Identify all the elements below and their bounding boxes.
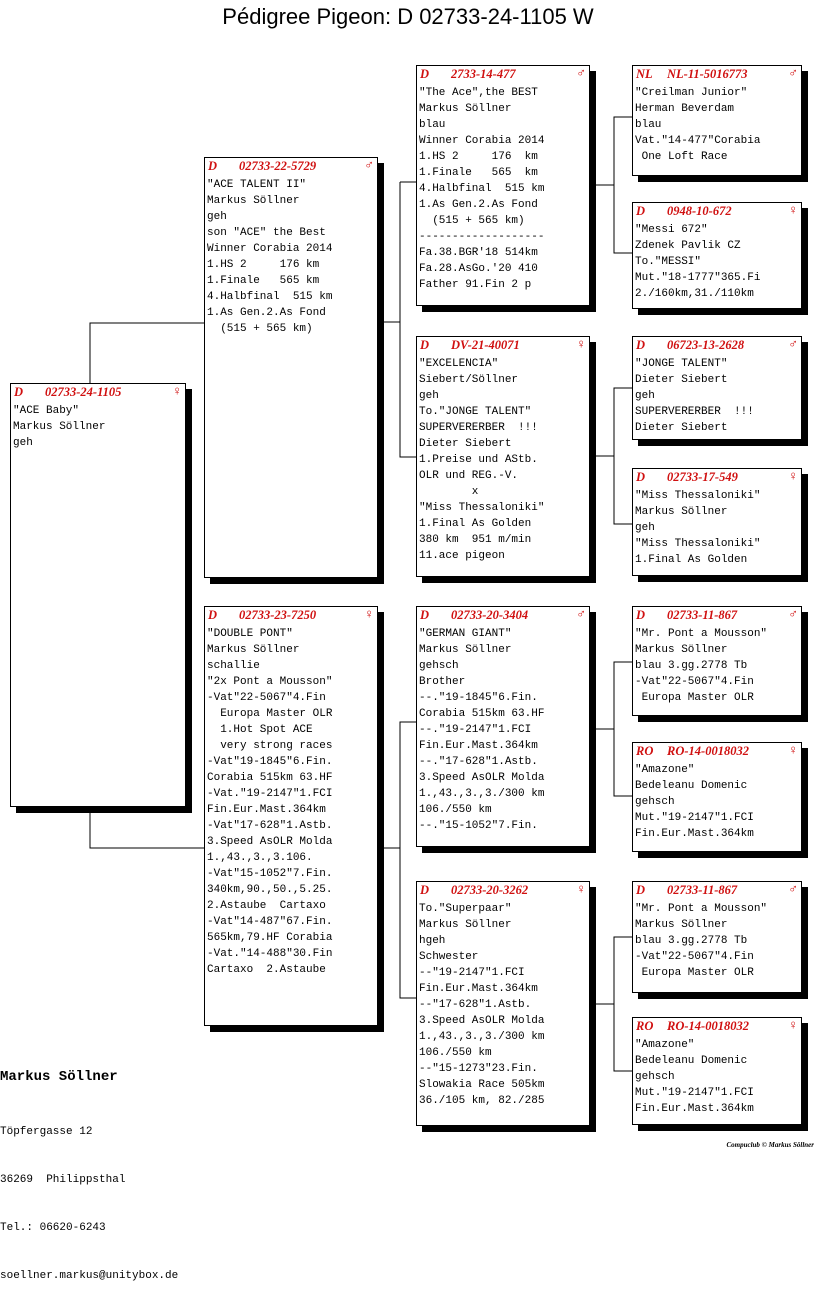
card-line: -Vat"22-5067"4.Fin [635, 951, 754, 963]
card-line: 1.Final As Golden [419, 518, 532, 530]
card-header [633, 66, 801, 83]
card-line: 3.Speed AsOLR Molda [419, 1015, 545, 1027]
card-line: Europa Master OLR [635, 692, 754, 704]
card-line: Siebert/Söllner [419, 374, 519, 386]
sex-icon: ♀ [576, 336, 586, 351]
card-line: 1.Finale 565 km [207, 275, 320, 287]
card-line: gehsch [635, 796, 675, 808]
pedigree-card-ggp-3 [632, 336, 802, 440]
country-code: D [636, 470, 646, 484]
card-line: -Vat."14-488"30.Fin [207, 948, 333, 960]
card-line: 380 km 951 m/min [419, 534, 532, 546]
card-line: 340km,90.,50.,5.25. [207, 884, 333, 896]
card-line: "ACE TALENT II" [207, 179, 307, 191]
ring-number: NL-11-5016773 [667, 67, 748, 81]
card-body [633, 899, 801, 981]
card-line: Mut."19-2147"1.FCI [635, 812, 754, 824]
card-line: To."Superpaar" [419, 903, 512, 915]
card-line: --"17-628"1.Astb. [419, 999, 532, 1011]
card-line: 4.Halbfinal 515 km [207, 291, 333, 303]
country-code: D [636, 883, 646, 897]
card-line: "ACE Baby" [13, 405, 80, 417]
ring-number: RO-14-0018032 [667, 1019, 749, 1033]
card-line: Cartaxo 2.Astaube [207, 964, 326, 976]
card-line: 1.As Gen.2.As Fond [419, 199, 538, 211]
card-line: gehsch [635, 1071, 675, 1083]
card-header [417, 882, 589, 899]
card-line: Zdenek Pavlik CZ [635, 240, 741, 252]
card-line: Markus Söllner [635, 506, 728, 518]
card-line: -Vat."19-2147"1.FCI [207, 788, 333, 800]
card-line: blau [419, 119, 446, 131]
card-line: 1.,43.,3.,3./300 km [419, 1031, 545, 1043]
connector-subject-mother [90, 807, 204, 848]
card-header [417, 607, 589, 624]
card-line: -Vat"17-628"1.Astb. [207, 820, 333, 832]
connector-father-grandparents [400, 182, 416, 457]
country-code: D [636, 204, 646, 218]
card-line: geh [635, 390, 655, 402]
card-line: son "ACE" the Best [207, 227, 326, 239]
sex-icon: ♂ [576, 606, 586, 621]
card-line: 1.Finale 565 km [419, 167, 538, 179]
connector-mother-grandparents [400, 722, 416, 998]
card-line: (515 + 565 km) [207, 323, 313, 335]
sex-icon: ♀ [788, 202, 798, 217]
card-line: 1.Preise und AStb. [419, 454, 538, 466]
card-line: blau 3.gg.2778 Tb [635, 660, 748, 672]
card-body [633, 220, 801, 302]
card-line: "Creilman Junior" [635, 87, 748, 99]
pedigree-card-ggp-1 [632, 65, 802, 176]
card-line: "The Ace",the BEST [419, 87, 538, 99]
card-header [417, 66, 589, 83]
card-line: OLR und REG.-V. [419, 470, 519, 482]
card-line: Brother [419, 676, 466, 688]
card-line: To."JONGE TALENT" [419, 406, 532, 418]
card-line: Fin.Eur.Mast.364km [419, 740, 538, 752]
card-line: --."15-1052"7.Fin. [419, 820, 538, 832]
card-body [205, 175, 377, 337]
card-line: "Mr. Pont a Mousson" [635, 903, 768, 915]
card-line: Mut."19-2147"1.FCI [635, 1087, 754, 1099]
ring-number: 02733-20-3262 [451, 883, 529, 897]
card-line: Markus Söllner [635, 919, 728, 931]
sex-icon: ♂ [788, 881, 798, 896]
card-line: "Miss Thessaloniki" [419, 502, 545, 514]
card-header [633, 607, 801, 624]
card-header [205, 158, 377, 175]
card-line: hgeh [419, 935, 446, 947]
card-line: Fin.Eur.Mast.364km [635, 828, 754, 840]
card-line: Fin.Eur.Mast.364km [419, 983, 538, 995]
card-line: Dieter Siebert [419, 438, 512, 450]
card-body [633, 624, 801, 706]
card-line: Markus Söllner [419, 644, 512, 656]
card-line: Slowakia Race 505km [419, 1079, 545, 1091]
card-body [633, 1035, 801, 1117]
card-line: Markus Söllner [635, 644, 728, 656]
card-line: geh [13, 437, 33, 449]
card-line: "Amazone" [635, 1039, 695, 1051]
ring-number: DV-21-40071 [451, 338, 520, 352]
card-line: Schwester [419, 951, 479, 963]
card-line: "Amazone" [635, 764, 695, 776]
card-line: --"15-1273"23.Fin. [419, 1063, 538, 1075]
card-header [633, 469, 801, 486]
card-line: Corabia 515km 63.HF [207, 772, 333, 784]
ring-number: 02733-20-3404 [451, 608, 529, 622]
card-line: --."17-628"1.Astb. [419, 756, 538, 768]
copyright-footer: Compuclub © Markus Söllner [726, 1141, 814, 1149]
card-line: 1.,43.,3.,3./300 km [419, 788, 545, 800]
card-line: 1.Hot Spot ACE [207, 724, 313, 736]
card-line: Fin.Eur.Mast.364km [635, 1103, 754, 1115]
owner-street: Töpfergasse 12 [0, 1126, 93, 1138]
card-line: -Vat"22-5067"4.Fin [635, 676, 754, 688]
card-line: "Miss Thessaloniki" [635, 490, 761, 502]
card-line: 2./160km,31./110km [635, 288, 754, 300]
card-body [417, 354, 589, 564]
card-line: Fa.38.BGR'18 514km [419, 247, 538, 259]
card-line: Markus Söllner [419, 103, 512, 115]
card-line: One Loft Race [635, 151, 728, 163]
country-code: D [420, 338, 430, 352]
card-line: --."19-2147"1.FCI [419, 724, 532, 736]
card-line: 1.As Gen.2.As Fond [207, 307, 326, 319]
ring-number: 02733-17-549 [667, 470, 738, 484]
card-line: "Messi 672" [635, 224, 708, 236]
pedigree-card-ggp-6 [632, 742, 802, 852]
card-line: Dieter Siebert [635, 374, 728, 386]
sex-icon: ♀ [172, 383, 182, 398]
card-line: Bedeleanu Domenic [635, 1055, 748, 1067]
ring-number: 02733-23-7250 [239, 608, 317, 622]
card-line: 106./550 km [419, 804, 492, 816]
owner-name: Markus Söllner [0, 1069, 118, 1085]
card-line: 1.Final As Golden [635, 554, 748, 566]
connector-mm-ggp [614, 937, 632, 1071]
sex-icon: ♀ [788, 468, 798, 483]
pedigree-card-father-father [416, 65, 590, 306]
sex-icon: ♀ [576, 881, 586, 896]
card-line: "DOUBLE PONT" [207, 628, 293, 640]
card-line: 3.Speed AsOLR Molda [419, 772, 545, 784]
sex-icon: ♂ [576, 65, 586, 80]
card-body [11, 401, 185, 451]
ring-number: 2733-14-477 [451, 67, 516, 81]
card-line: "GERMAN GIANT" [419, 628, 512, 640]
country-code: D [208, 608, 218, 622]
card-line: 1.HS 2 176 km [419, 151, 538, 163]
pedigree-card-ggp-4 [632, 468, 802, 576]
card-line: Herman Beverdam [635, 103, 735, 115]
card-line: Europa Master OLR [207, 708, 333, 720]
pedigree-card-ggp-2 [632, 202, 802, 309]
pedigree-card-mother [204, 606, 378, 1026]
card-line: ------------------- [419, 231, 545, 243]
card-body [417, 83, 589, 293]
card-body [417, 624, 589, 834]
pedigree-card-mother-mother [416, 881, 590, 1126]
connector-fm-ggp [614, 388, 632, 524]
card-line: geh [207, 211, 227, 223]
country-code: D [636, 338, 646, 352]
card-line: geh [419, 390, 439, 402]
page-title: Pédigree Pigeon: D 02733-24-1105 W [222, 4, 594, 29]
card-line: --."19-1845"6.Fin. [419, 692, 538, 704]
country-code: D [14, 385, 24, 399]
card-header [633, 882, 801, 899]
sex-icon: ♂ [788, 65, 798, 80]
card-line: 4.Halbfinal 515 km [419, 183, 545, 195]
country-code: RO [636, 744, 654, 758]
card-line: SUPERVERERBER !!! [419, 422, 538, 434]
sex-icon: ♂ [364, 157, 374, 172]
ring-number: 02733-22-5729 [239, 159, 317, 173]
card-line: x [419, 486, 479, 498]
card-line: SUPERVERERBER !!! [635, 406, 754, 418]
card-header [205, 607, 377, 624]
card-line: 36./105 km, 82./285 [419, 1095, 545, 1107]
country-code: D [636, 608, 646, 622]
card-line: gehsch [419, 660, 459, 672]
pedigree-card-ggp-8 [632, 1017, 802, 1125]
card-body [633, 83, 801, 165]
sex-icon: ♂ [788, 606, 798, 621]
card-line: very strong races [207, 740, 333, 752]
card-header [633, 1018, 801, 1035]
country-code: D [208, 159, 218, 173]
card-header [11, 384, 185, 401]
card-line: (515 + 565 km) [419, 215, 525, 227]
card-line: 2.Astaube Cartaxo [207, 900, 326, 912]
ring-number: 02733-11-867 [667, 608, 738, 622]
card-line: Markus Söllner [207, 644, 300, 656]
card-line: Corabia 515km 63.HF [419, 708, 545, 720]
card-line: 1.HS 2 176 km [207, 259, 320, 271]
card-line: 3.Speed AsOLR Molda [207, 836, 333, 848]
card-body [633, 486, 801, 568]
pedigree-card-ggp-7 [632, 881, 802, 993]
card-line: -Vat"19-1845"6.Fin. [207, 756, 333, 768]
card-header [633, 203, 801, 220]
ring-number: 02733-24-1105 [45, 385, 122, 399]
card-line: 106./550 km [419, 1047, 492, 1059]
card-line: 11.ace pigeon [419, 550, 505, 562]
ring-number: RO-14-0018032 [667, 744, 749, 758]
card-line: -Vat"14-487"67.Fin. [207, 916, 333, 928]
card-line: Bedeleanu Domenic [635, 780, 748, 792]
card-line: -Vat"15-1052"7.Fin. [207, 868, 333, 880]
card-line: blau 3.gg.2778 Tb [635, 935, 748, 947]
owner-city: 36269 Philippsthal [0, 1174, 126, 1186]
country-code: NL [636, 67, 653, 81]
card-line: Mut."18-1777"365.Fi [635, 272, 761, 284]
card-line: 1.,43.,3.,3.106. [207, 852, 313, 864]
card-line: "Mr. Pont a Mousson" [635, 628, 768, 640]
pedigree-card-subject [10, 383, 186, 807]
card-line: Father 91.Fin 2 p [419, 279, 532, 291]
card-header [633, 743, 801, 760]
card-body [633, 760, 801, 842]
card-line: Markus Söllner [419, 919, 512, 931]
country-code: RO [636, 1019, 654, 1033]
card-line: "2x Pont a Mousson" [207, 676, 333, 688]
card-line: "Miss Thessaloniki" [635, 538, 761, 550]
connector-ff-ggp [614, 117, 632, 253]
sex-icon: ♂ [788, 336, 798, 351]
owner-block [0, 1036, 178, 1300]
card-line: Europa Master OLR [635, 967, 754, 979]
card-header [417, 337, 589, 354]
card-body [417, 899, 589, 1109]
connector-subject-parents [90, 323, 204, 383]
card-body [633, 354, 801, 436]
card-line: Winner Corabia 2014 [419, 135, 545, 147]
pedigree-card-ggp-5 [632, 606, 802, 716]
card-line: "EXCELENCIA" [419, 358, 499, 370]
country-code: D [420, 608, 430, 622]
connector-mf-ggp [614, 662, 632, 796]
card-line: Dieter Siebert [635, 422, 728, 434]
pedigree-card-father-mother [416, 336, 590, 577]
owner-email: soellner.markus@unitybox.de [0, 1270, 179, 1282]
card-line: geh [635, 522, 655, 534]
card-line: To."MESSI" [635, 256, 702, 268]
card-line: Markus Söllner [13, 421, 106, 433]
owner-phone: Tel.: 06620-6243 [0, 1222, 106, 1234]
card-line: Fa.28.AsGo.'20 410 [419, 263, 538, 275]
card-line: schallie [207, 660, 260, 672]
pedigree-card-mother-father [416, 606, 590, 847]
sex-icon: ♀ [364, 606, 374, 621]
card-line: Vat."14-477"Corabia [635, 135, 761, 147]
sex-icon: ♀ [788, 742, 798, 757]
card-line: --"19-2147"1.FCI [419, 967, 525, 979]
card-body [205, 624, 377, 978]
card-line: "JONGE TALENT" [635, 358, 728, 370]
ring-number: 0948-10-672 [667, 204, 732, 218]
country-code: D [420, 883, 430, 897]
card-line: -Vat"22-5067"4.Fin [207, 692, 326, 704]
card-header [633, 337, 801, 354]
ring-number: 06723-13-2628 [667, 338, 745, 352]
card-line: Fin.Eur.Mast.364km [207, 804, 326, 816]
card-line: 565km,79.HF Corabia [207, 932, 333, 944]
country-code: D [420, 67, 430, 81]
card-line: Winner Corabia 2014 [207, 243, 333, 255]
ring-number: 02733-11-867 [667, 883, 738, 897]
card-line: blau [635, 119, 662, 131]
pedigree-card-father [204, 157, 378, 578]
sex-icon: ♀ [788, 1017, 798, 1032]
card-line: Markus Söllner [207, 195, 300, 207]
